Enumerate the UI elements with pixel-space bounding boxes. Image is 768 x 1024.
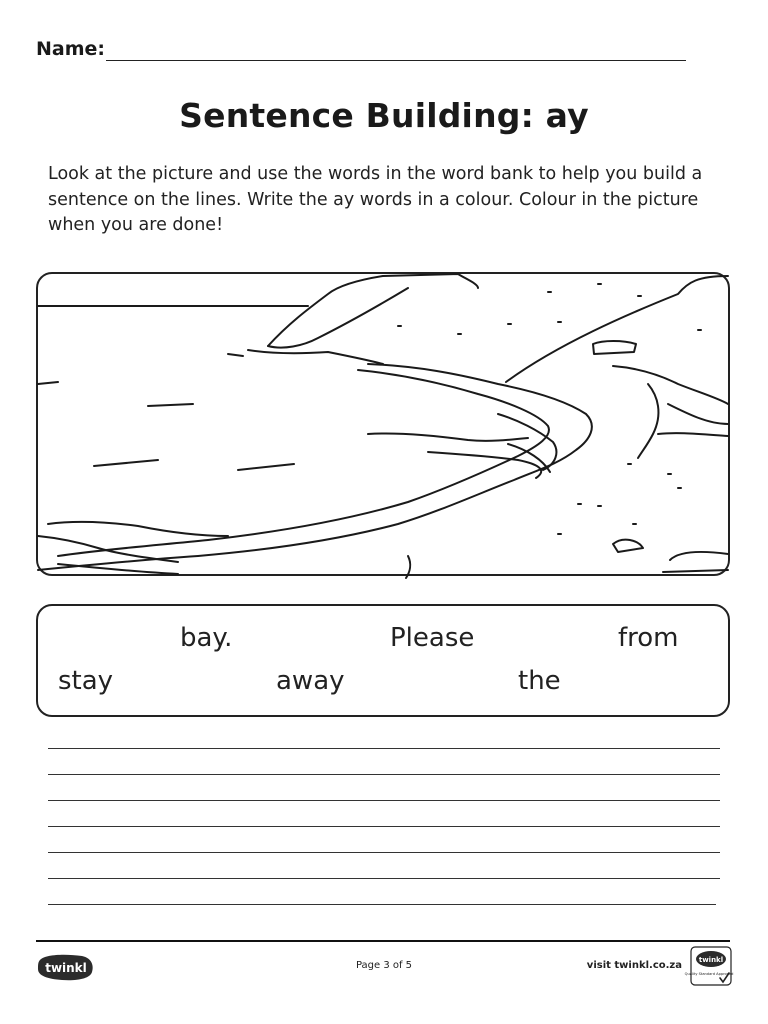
badge-brand-text: twinkl	[698, 956, 724, 964]
name-label: Name:	[36, 38, 106, 60]
writing-line[interactable]	[48, 852, 720, 853]
quality-badge-icon	[684, 946, 734, 986]
name-write-line[interactable]	[106, 60, 686, 61]
word-from: from	[618, 623, 679, 653]
writing-line[interactable]	[48, 826, 720, 827]
writing-line[interactable]	[48, 774, 720, 775]
twinkl-logo-text: twinkl	[45, 961, 87, 975]
writing-line[interactable]	[48, 800, 720, 801]
writing-line[interactable]	[48, 878, 720, 879]
page-number: Page 3 of 5	[355, 960, 413, 971]
badge-caption-text: Quality Standard Approved	[684, 972, 734, 976]
picture-frame	[36, 272, 730, 576]
word-bay: bay.	[180, 623, 233, 653]
footer-divider	[36, 940, 730, 942]
instructions-text: Look at the picture and use the words in the word bank to help you build a sentence on the lines. Write the ay words in a colour. Colour in the picture when you are done!	[48, 164, 703, 235]
word-away: away	[276, 666, 345, 696]
word-the: the	[518, 666, 561, 696]
page-title: Sentence Building: ay	[179, 96, 589, 135]
footer-url[interactable]: visit twinkl.co.za	[586, 960, 682, 971]
word-bank	[36, 604, 730, 717]
name-row	[36, 38, 686, 64]
beach-bay-illustration-icon	[38, 274, 732, 578]
writing-line[interactable]	[48, 904, 716, 905]
writing-line[interactable]	[48, 748, 720, 749]
word-please: Please	[390, 623, 475, 653]
word-stay: stay	[58, 666, 114, 696]
